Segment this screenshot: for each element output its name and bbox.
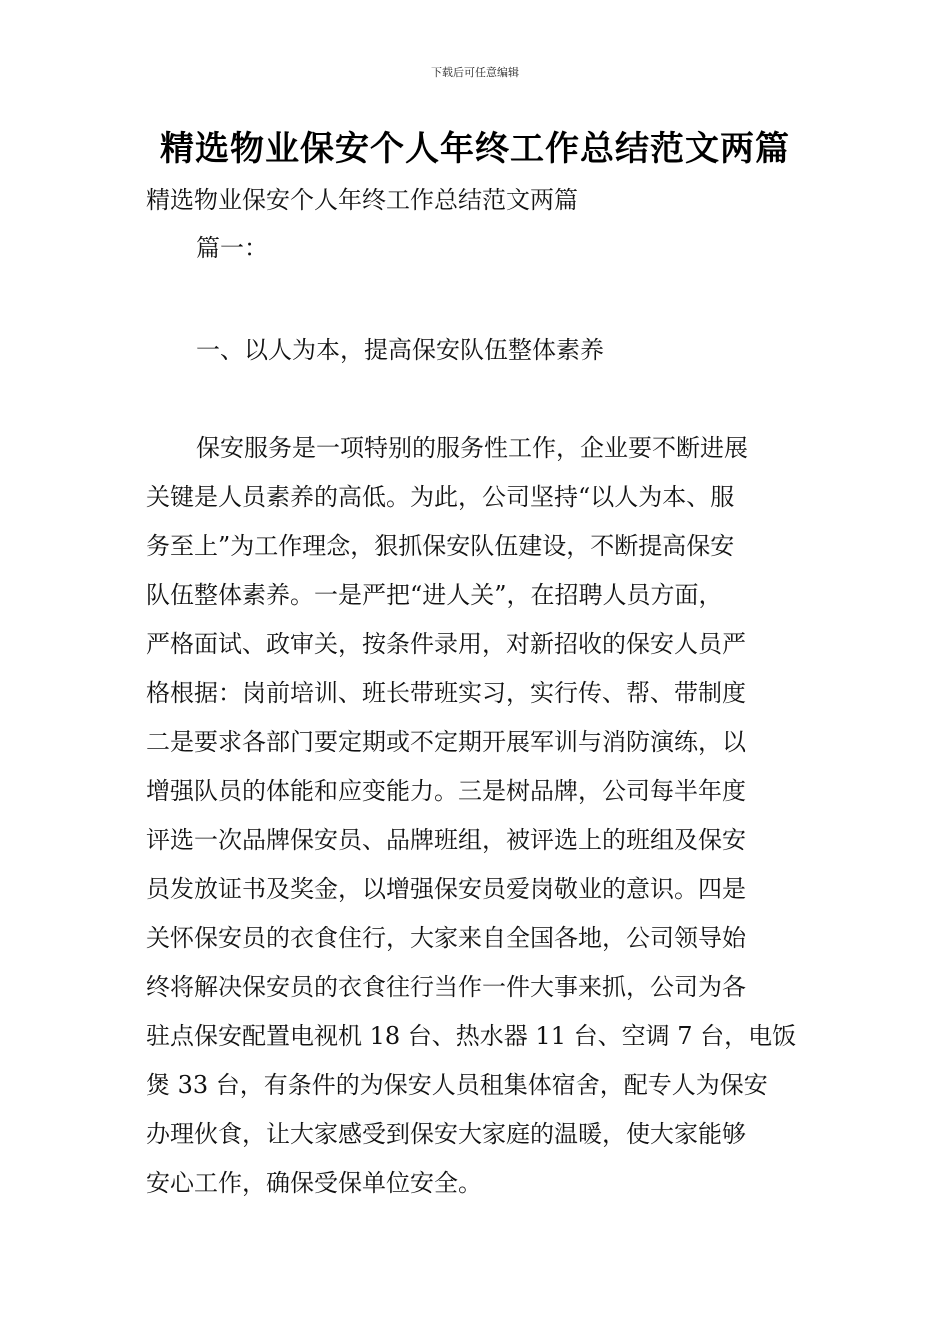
body-line: 驻点保安配置电视机 18 台、热水器 11 台、空调 7 台，电饭 bbox=[146, 1022, 797, 1050]
body-paragraph bbox=[146, 430, 810, 1214]
body-line: 关怀保安员的衣食住行，大家来自全国各地，公司领导始 bbox=[146, 924, 746, 952]
body-line: 保安服务是一项特别的服务性工作，企业要不断进展 bbox=[196, 434, 748, 462]
body-line: 办理伙食，让大家感受到保安大家庭的温暖，使大家能够 bbox=[146, 1120, 746, 1148]
header-note: 下载后可任意编辑 bbox=[431, 66, 519, 79]
body-line: 煲 33 台，有条件的为保安人员租集体宿舍，配专人为保安 bbox=[146, 1071, 768, 1099]
body-line: 评选一次品牌保安员、品牌班组，被评选上的班组及保安 bbox=[146, 826, 746, 854]
body-line: 关键是人员素养的高低。为此，公司坚持“以人为本、服 bbox=[146, 483, 735, 511]
body-line: 严格面试、政审关，按条件录用，对新招收的保安人员严 bbox=[146, 630, 746, 658]
section-label: 篇一： bbox=[196, 234, 268, 262]
body-line: 队伍整体素养。一是严把“进人关”，在招聘人员方面， bbox=[146, 581, 723, 609]
body-line: 务至上”为工作理念，狠抓保安队伍建设，不断提高保安 bbox=[146, 532, 735, 560]
body-line: 二是要求各部门要定期或不定期开展军训与消防演练，以 bbox=[146, 728, 746, 756]
document-subtitle: 精选物业保安个人年终工作总结范文两篇 bbox=[146, 186, 578, 214]
body-line: 终将解决保安员的衣食往行当作一件大事来抓，公司为各 bbox=[146, 973, 746, 1001]
document-title: 精选物业保安个人年终工作总结范文两篇 bbox=[160, 129, 790, 169]
body-line: 安心工作，确保受保单位安全。 bbox=[146, 1169, 482, 1197]
body-line: 增强队员的体能和应变能力。三是树品牌，公司每半年度 bbox=[146, 777, 746, 805]
body-line: 格根据：岗前培训、班长带班实习，实行传、帮、带制度 bbox=[146, 679, 746, 707]
section-heading: 一、以人为本，提高保安队伍整体素养 bbox=[196, 336, 604, 364]
body-line: 员发放证书及奖金，以增强保安员爱岗敬业的意识。四是 bbox=[146, 875, 746, 903]
